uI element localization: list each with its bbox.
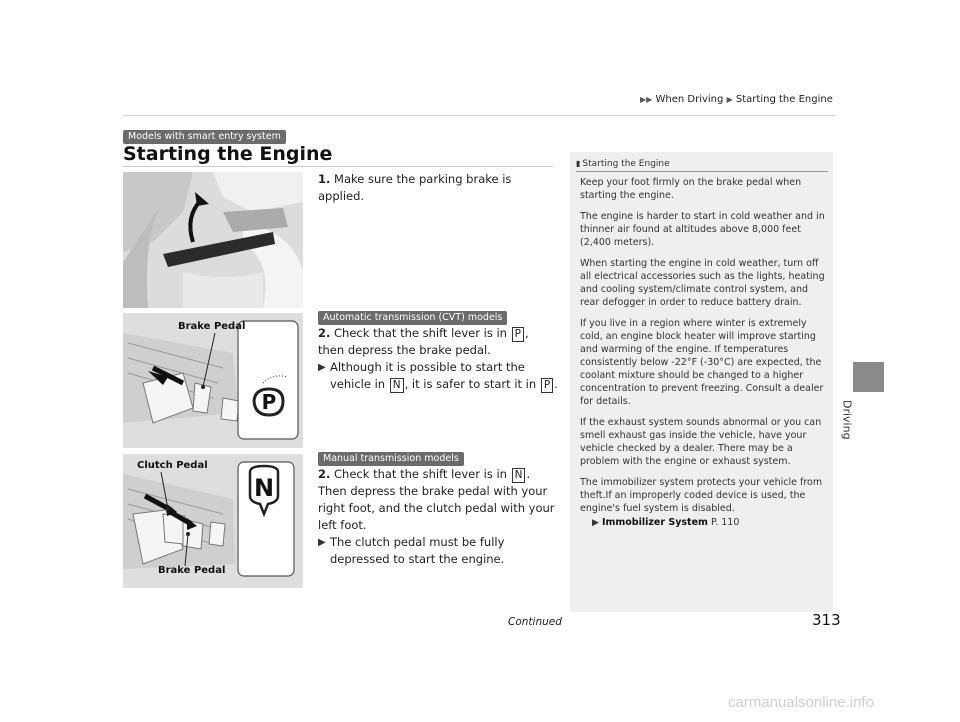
notes-heading bbox=[576, 159, 670, 169]
mt-step-2 bbox=[318, 466, 558, 568]
mt-step-2-text-a: Check that the shift lever is in bbox=[334, 467, 507, 481]
note-paragraph: Keep your foot firmly on the brake pedal when starting the engine. bbox=[580, 177, 802, 201]
cvt-step-2-number: 2. bbox=[318, 326, 331, 340]
continued-label: Continued bbox=[508, 616, 562, 628]
breadcrumb bbox=[640, 94, 833, 105]
mt-pedals-illustration bbox=[123, 454, 303, 588]
reference-title[interactable]: Immobilizer System bbox=[601, 517, 708, 528]
mt-step-2-note bbox=[318, 534, 558, 568]
cvt-note-text-c: . bbox=[554, 377, 558, 391]
step-1-number: 1. bbox=[318, 172, 331, 186]
mt-step-2-number: 2. bbox=[318, 467, 331, 481]
breadcrumb-arrow-icon: ▶▶ bbox=[640, 95, 653, 104]
breadcrumb-item-when-driving[interactable]: When Driving bbox=[655, 94, 724, 105]
brake-pedal-label: Brake Pedal bbox=[178, 321, 246, 332]
cvt-brake-pedal-illustration bbox=[123, 313, 303, 448]
breadcrumb-item-starting-engine[interactable]: Starting the Engine bbox=[735, 94, 833, 105]
cvt-gear-p-symbol: P bbox=[261, 390, 277, 414]
notes-body bbox=[580, 176, 828, 530]
cvt-note-text-a: Although it is possible to start the vehicle in bbox=[330, 360, 525, 391]
chapter-tab[interactable] bbox=[853, 362, 884, 392]
immobilizer-reference-link[interactable] bbox=[580, 516, 828, 530]
chapter-label bbox=[840, 400, 874, 460]
notes-divider bbox=[576, 171, 828, 172]
note-paragraph: The engine is harder to start in cold weather and in thinner air found at altitudes above 8,000 feet (2,400 meters). bbox=[580, 211, 825, 248]
mt-note-text: The clutch pedal must be fully depressed to start the engine. bbox=[330, 535, 505, 566]
smart-entry-badge: Models with smart entry system bbox=[123, 130, 286, 144]
mt-brake-pedal-label: Brake Pedal bbox=[158, 565, 226, 576]
reference-page: P. 110 bbox=[710, 517, 740, 528]
note-paragraph: If the exhaust system sounds abnormal or you can smell exhaust gas inside the vehicle, have your vehicle checked by a dealer. There may be a problem with the engine or exhaust system. bbox=[580, 417, 822, 467]
step-1-text: Make sure the parking brake is applied. bbox=[318, 172, 512, 203]
note-paragraph: If you live in a region where winter is extremely cold, an engine block heater will improve starting and warming of the engine. If temperatures consistently below -22°F (-30°C) are expected, the coolant mixture should be changed to a higher concentration to prevent freezing. Consult a dealer for details. bbox=[580, 318, 824, 407]
manual-models-badge: Manual transmission models bbox=[318, 452, 464, 466]
cvt-step-2-text-a: Check that the shift lever is in bbox=[334, 326, 507, 340]
mt-step-2-text-b: . Then depress the brake pedal with your right foot, and the clutch pedal with your left foot. bbox=[318, 467, 555, 532]
cvt-step-2-text-b: , then depress the brake pedal. bbox=[318, 326, 529, 357]
bullet-arrow-icon: ▶ bbox=[318, 537, 326, 548]
parking-brake-illustration bbox=[123, 172, 303, 308]
note-paragraph: The immobilizer system protects your vehicle from theft.If an improperly coded device is used, the engine's fuel system is disabled. bbox=[580, 477, 823, 514]
mt-gear-n-symbol: N bbox=[253, 474, 275, 502]
note-paragraph: When starting the engine in cold weather, turn off all electrical accessories such as the lights, heating and cooling system/climate control system, and rear defogger in order to reduce battery drain. bbox=[580, 258, 825, 308]
clutch-pedal-label: Clutch Pedal bbox=[137, 460, 208, 471]
gear-p-indicator: P bbox=[512, 327, 524, 342]
step-1 bbox=[318, 171, 558, 205]
page-title: Starting the Engine bbox=[123, 143, 333, 165]
gear-n-indicator: N bbox=[390, 378, 404, 393]
watermark: carmanualsonline.info bbox=[728, 694, 874, 711]
bullet-arrow-icon: ▶ bbox=[318, 362, 326, 373]
cvt-step-2 bbox=[318, 325, 558, 393]
breadcrumb-arrow-icon: ▶ bbox=[726, 95, 733, 104]
title-divider bbox=[123, 166, 553, 167]
chapter-label-text: Driving bbox=[840, 400, 854, 440]
note-marker-icon: ▮ bbox=[576, 159, 581, 168]
gear-n-indicator: N bbox=[512, 468, 526, 483]
cvt-note-text-b: , it is safer to start it in bbox=[404, 377, 537, 391]
cvt-models-badge: Automatic transmission (CVT) models bbox=[318, 311, 507, 325]
reference-arrow-icon: ▶ bbox=[592, 518, 599, 528]
page-number: 313 bbox=[812, 611, 841, 629]
notes-heading-text: Starting the Engine bbox=[582, 159, 670, 169]
header-divider bbox=[123, 115, 835, 116]
cvt-step-2-note bbox=[318, 359, 558, 393]
gear-p-indicator: P bbox=[541, 378, 553, 393]
